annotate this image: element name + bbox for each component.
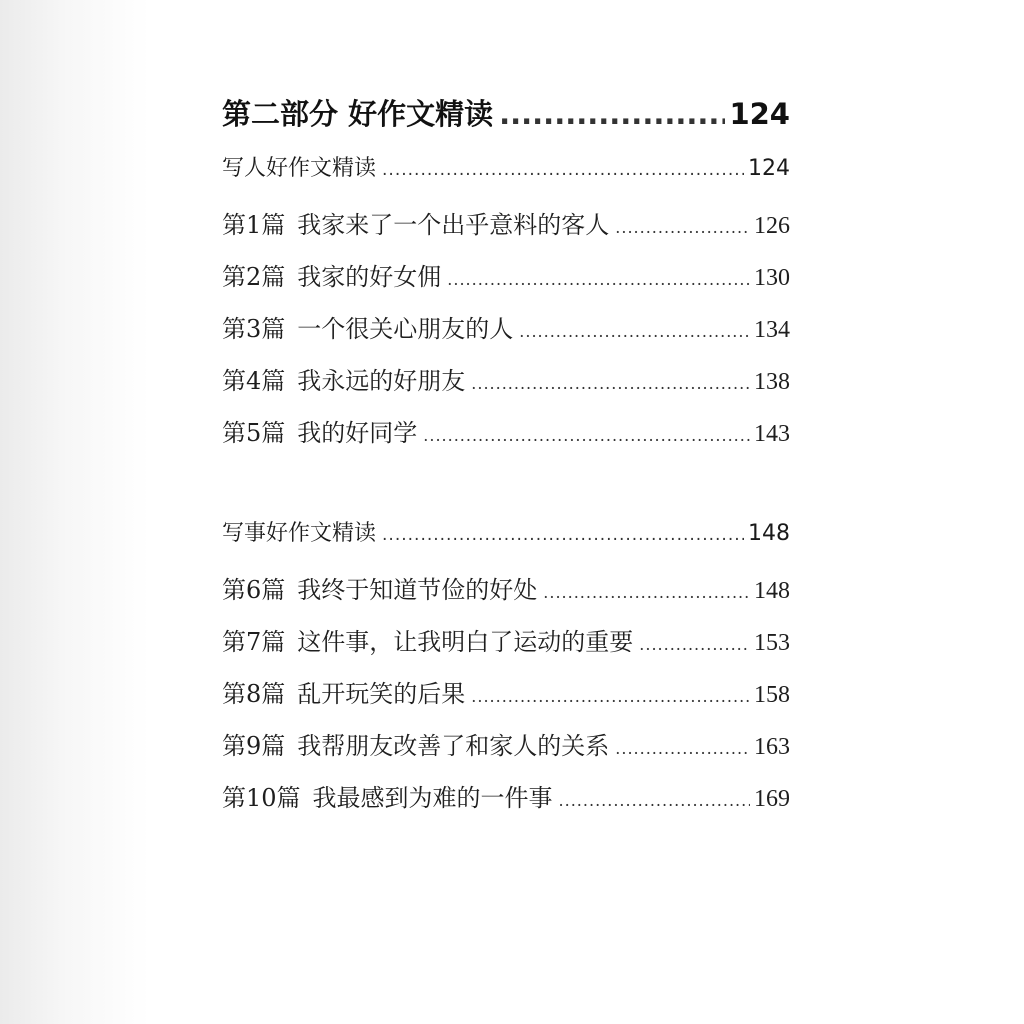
dot-leader bbox=[447, 270, 750, 289]
dot-leader bbox=[471, 374, 750, 393]
toc-entry bbox=[222, 361, 790, 396]
dot-leader bbox=[519, 322, 750, 341]
section-title: 写事好作文精读 bbox=[222, 521, 377, 546]
toc-entry bbox=[222, 674, 790, 709]
entry-title: 我家的好女佣 bbox=[297, 263, 442, 291]
part-page-number: 124 bbox=[729, 97, 790, 131]
dot-leader bbox=[382, 525, 744, 545]
dot-leader bbox=[615, 739, 750, 758]
table-of-contents bbox=[222, 0, 790, 1024]
entry-label: 第5篇 bbox=[222, 419, 286, 447]
part-title: 第二部分 好作文精读 bbox=[222, 97, 494, 131]
entry-page-number: 126 bbox=[754, 213, 790, 239]
dot-leader bbox=[423, 426, 750, 445]
entry-title: 我家来了一个出乎意料的客人 bbox=[297, 211, 610, 239]
entry-page-number: 169 bbox=[754, 786, 790, 812]
page-edge-shadow bbox=[0, 0, 150, 1024]
dot-leader bbox=[382, 160, 744, 180]
dot-leader bbox=[543, 583, 750, 602]
entry-page-number: 158 bbox=[754, 682, 790, 708]
toc-entry bbox=[222, 570, 790, 605]
entry-title: 一个很关心朋友的人 bbox=[297, 315, 514, 343]
entry-page-number: 143 bbox=[754, 421, 790, 447]
toc-entry bbox=[222, 205, 790, 240]
entry-title: 这件事，让我明白了运动的重要 bbox=[297, 628, 634, 656]
entry-title: 我终于知道节俭的好处 bbox=[297, 576, 538, 604]
toc-part-heading bbox=[222, 92, 790, 133]
entry-label: 第3篇 bbox=[222, 315, 286, 343]
entry-page-number: 134 bbox=[754, 317, 790, 343]
entry-title: 我帮朋友改善了和家人的关系 bbox=[297, 732, 610, 760]
toc-entry bbox=[222, 726, 790, 761]
dot-leader bbox=[559, 791, 750, 810]
dot-leader bbox=[499, 97, 725, 131]
dot-leader bbox=[615, 218, 750, 237]
entry-page-number: 163 bbox=[754, 734, 790, 760]
entry-label: 第4篇 bbox=[222, 367, 286, 395]
dot-leader bbox=[471, 687, 750, 706]
toc-entry bbox=[222, 778, 790, 813]
entry-label: 第1篇 bbox=[222, 211, 286, 239]
toc-entry bbox=[222, 413, 790, 448]
entry-page-number: 138 bbox=[754, 369, 790, 395]
toc-entry bbox=[222, 257, 790, 292]
entry-title: 乱开玩笑的后果 bbox=[297, 680, 466, 708]
entry-label: 第6篇 bbox=[222, 576, 286, 604]
toc-entry bbox=[222, 622, 790, 657]
entry-page-number: 148 bbox=[754, 578, 790, 604]
section-title: 写人好作文精读 bbox=[222, 156, 377, 181]
entry-page-number: 153 bbox=[754, 630, 790, 656]
dot-leader bbox=[639, 635, 750, 654]
entry-label: 第7篇 bbox=[222, 628, 286, 656]
entry-page-number: 130 bbox=[754, 265, 790, 291]
entry-label: 第9篇 bbox=[222, 732, 286, 760]
entry-label: 第2篇 bbox=[222, 263, 286, 291]
entry-title: 我永远的好朋友 bbox=[297, 367, 466, 395]
entry-title: 我的好同学 bbox=[297, 419, 418, 447]
toc-section-heading bbox=[222, 516, 790, 547]
entry-label: 第8篇 bbox=[222, 680, 286, 708]
entry-label: 第10篇 bbox=[222, 784, 301, 812]
entry-title: 我最感到为难的一件事 bbox=[312, 784, 553, 812]
toc-section-heading bbox=[222, 151, 790, 182]
section-page-number: 124 bbox=[748, 156, 790, 181]
toc-entry bbox=[222, 309, 790, 344]
section-page-number: 148 bbox=[748, 521, 790, 546]
